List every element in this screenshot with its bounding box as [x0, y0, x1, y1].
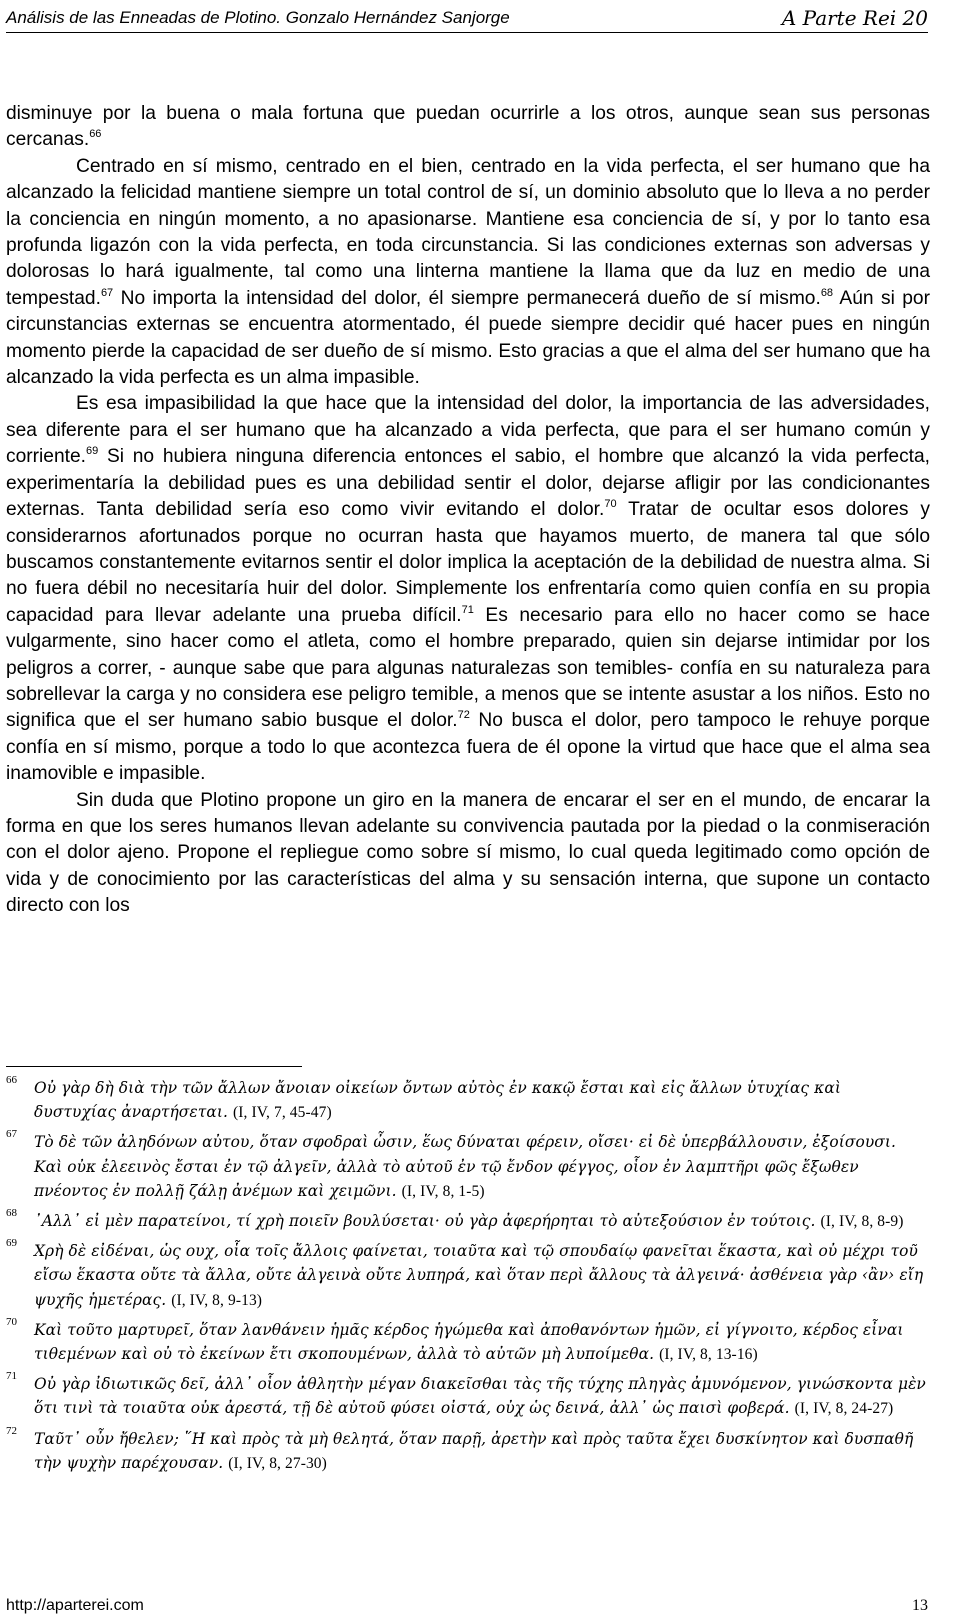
page-header — [6, 4, 928, 33]
footnote-greek-text: Χρὴ δὲ εἰδέναι, ὡς ουχ, οἷα τοῖς ἄλλοις φαίνεται, τοιαῦτα καὶ τῷ σπουδαίῳ φανεῖται ἕκαστα, καὶ οὐ μέχρι τοῦ εἴσω ἕκαστα οὔτε τὰ ἄλλα, οὔτε ἀλγεινὰ οὔτε λυπηρά, καὶ ὅταν περὶ ἄλλους τὰ ἀλγεινά· ἀσθένεια γὰρ ‹ἂν› εἴη ψυχῆς ἡμετέρας. — [34, 1242, 924, 1309]
paragraph-text: No busca el dolor, pero tampoco le rehuye porque confía en sí mismo, porque a todo lo que acontezca fuera de él opone la virtud que hace que el alma sea inamovible e impasible. — [6, 710, 930, 785]
paragraph-1 — [6, 101, 930, 154]
paragraph-3 — [6, 391, 930, 787]
paragraph-text: Si no hubiera ninguna diferencia entonces el sabio, el hombre que alcanzó la vida perfecta, experimentaría la debilidad pues es una debilidad sentir el dolor, dejarse afligir por las condicionantes externas. Tanta debilidad sería eso como vivir evitando el dolor. — [6, 446, 930, 521]
footnote-68 — [6, 1209, 926, 1234]
journal-title: A Parte Rei 20 — [781, 6, 928, 30]
footnote-greek-text: Τὸ δὲ τῶν ἀληδόνων αὐτου, ὅταν σφοδραὶ ὦσιν, ἕως δύναται φέρειν, οἴσει· εἰ δὲ ὑπερβάλλουσιν, ἐξοίσουσι. Καὶ οὐκ ἐλεεινὸς ἔσται ἐν τῷ ἀλγεῖν, ἀλλὰ τὸ αὐτοῦ ἐν τῷ ἔνδον φέγγος, οἷον ἐν λαμπτῆρι φῶς ἔξωθεν πνέοντος ἐν πολλῇ ζάλῃ ἀνέμων καὶ χειμῶνι. — [34, 1133, 897, 1200]
footnote-citation: (I, IV, 8, 13-16) — [659, 1346, 758, 1364]
paragraph-2 — [6, 154, 930, 392]
footnote-greek-text: Καὶ τοῦτο μαρτυρεῖ, ὅταν λανθάνειν ἡμᾶς κέρδος ἡγώμεθα καὶ ἀποθανόντων ἡμῶν, εἰ γίγνοιτο, κέρδος εἶναι τιθεμένων καὶ οὐ τὸ ἐκείνων ἔτι σκοπουμένων, ἀλλὰ τὸ αὐτῶν μὴ λυποίμεθα. — [34, 1320, 904, 1364]
footer-url-link[interactable]: http://aparterei.com — [6, 1597, 144, 1614]
footnote-greek-text: Οὐ γὰρ δὴ διὰ τὴν τῶν ἄλλων ἄνοιαν οἰκείων ὄντων αὐτὸς ἐν κακῷ ἔσται καὶ εἰς ἄλλων ὑτυχίας καὶ δυστυχίας ἀναρτήσεται. — [34, 1079, 841, 1122]
footnote-greek-text: Ταῦτ᾿ οὖν ἤθελεν; ῞Η καὶ πρὸς τὰ μὴ θελητά, ὅταν παρῇ, ἀρετὴν καὶ πρὸς ταῦτα ἔχει δυσκίνητον καὶ δυσπαθῆ τὴν ψυχὴν παρέχουσαν. — [34, 1429, 914, 1472]
footnote-71 — [6, 1372, 926, 1421]
footnote-ref-68[interactable]: 68 — [820, 286, 834, 299]
footnote-ref-67[interactable]: 67 — [100, 286, 114, 299]
footnote-number: 67 — [6, 1128, 17, 1141]
main-text — [6, 101, 930, 920]
paragraph-text: Aún si por circunstancias externas se encuentra atormentado, él puede siempre decidir qué hacer pues en ningún momento pierde la capacidad de ser dueño de sí mismo. Esto gracias a que el alma del ser humano que ha alcanzado la vida perfecta es un alma impasible. — [6, 287, 930, 389]
footnote-ref-72[interactable]: 72 — [457, 709, 470, 722]
footnote-number: 71 — [6, 1370, 17, 1383]
footnote-citation: (I, IV, 8, 1-5) — [401, 1182, 485, 1200]
footnote-number: 70 — [6, 1315, 17, 1328]
footnote-citation: (I, IV, 8, 24-27) — [794, 1400, 894, 1418]
footnote-citation: (I, IV, 8, 8-9) — [820, 1213, 904, 1231]
footnote-number: 69 — [6, 1237, 17, 1250]
page-number: 13 — [912, 1597, 928, 1614]
paragraph-4 — [6, 788, 930, 920]
footnote-67 — [6, 1130, 926, 1204]
footnote-ref-66[interactable]: 66 — [89, 128, 102, 141]
footnote-greek-text: Οὐ γὰρ ἰδιωτικῶς δεῖ, ἀλλ᾿ οἷον ἀθλητὴν μέγαν διακεῖσθαι τὰς τῆς τύχης πληγὰς ἀμυνόμενον, γινώσκοντα μὲν ὅτι τινὶ τὰ τοιαῦτα οὐκ ἀρεστά, τῇ δὲ αὐτοῦ φύσει οἰστά, οὐχ ὡς δεινά, ἀλλ᾿ ὡς παισὶ φοβερά. — [34, 1375, 926, 1418]
footnote-69 — [6, 1239, 926, 1313]
paragraph-text: Sin duda que Plotino propone un giro en la manera de encarar el ser en el mundo, de encarar la forma en que los seres humanos llevan adelante su convivencia pautada por la piedad o la conmiseración con el dolor ajeno. Propone el repliegue como sobre sí mismo, lo cual queda legitimado como opción de vida y de conocimiento por las características del alma y su sensación interna, que supone un contacto directo con los — [6, 789, 930, 917]
footnotes-section — [6, 1076, 926, 1481]
footnote-citation: (I, IV, 8, 27-30) — [228, 1454, 327, 1472]
paragraph-text: No importa la intensidad del dolor, él siempre permanecerá dueño de sí mismo. — [113, 287, 821, 309]
paragraph-text: Es necesario para ello no hacer como se hace vulgarmente, sino hacer como el atleta, como el hombre preparado, quien sin dejarse intimidar por los peligros a correr, - aunque sabe que para algunas naturalezas son temibles- confía en su naturaleza para sobrellevar la carga y no considera ese peligro temible, a menos que se intente asustar a los niños. Esto no significa que el ser humano sabio busque el dolor. — [6, 604, 930, 732]
footnote-number: 66 — [6, 1074, 17, 1086]
footnote-72 — [6, 1424, 926, 1476]
header-title: Análisis de las Enneadas de Plotino. Gonzalo Hernández Sanjorge — [6, 8, 510, 27]
paragraph-text: Tratar de ocultar esos dolores y considerarnos afortunados porque no ocurran hasta que hayamos muerto, de manera tal que sólo buscamos constantemente evitarnos sentir el dolor implica la aceptación de la debilidad de nuestra alma. Si no fuera débil no necesitaría huir del dolor. Simplemente los enfrentaría como quien confía en su propia capacidad para llevar adelante una prueba difícil. — [6, 499, 930, 626]
footnote-70 — [6, 1315, 926, 1367]
footnote-number: 68 — [6, 1207, 17, 1220]
paragraph-text: disminuye por la buena o mala fortuna que puedan ocurrirle a los otros, aunque sean sus personas cercanas. — [6, 103, 930, 151]
footnote-divider — [6, 1066, 302, 1067]
footnote-ref-69[interactable]: 69 — [85, 445, 99, 458]
footnote-ref-70[interactable]: 70 — [604, 498, 617, 511]
footnote-ref-71[interactable]: 71 — [461, 603, 474, 616]
footnote-66 — [6, 1076, 926, 1125]
footnote-greek-text: ᾿Αλλ᾿ εἰ μὲν παρατείνοι, τί χρὴ ποιεῖν βουλύσεται· οὐ γὰρ ἀφερήρηται τὸ αὐτεξούσιον ἐν τούτοις. — [34, 1212, 816, 1231]
footnote-number: 72 — [6, 1424, 17, 1437]
paragraph-text: Es esa impasibilidad la que hace que la intensidad del dolor, la importancia de las adversidades, sea diferente para el ser humano que ha alcanzado a vida perfecta, que para el ser humano común y corriente. — [6, 393, 930, 468]
footnote-citation: (I, IV, 7, 45-47) — [233, 1104, 332, 1122]
footnote-citation: (I, IV, 8, 9-13) — [171, 1291, 263, 1309]
paragraph-text: Centrado en sí mismo, centrado en el bien, centrado en la vida perfecta, el ser humano que ha alcanzado la felicidad mantiene siempre un total control de sí, un dominio absoluto que lo lleva a no perder la conciencia en ningún momento, a no apasionarse. Mantiene esa conciencia de sí, y por lo tanto esa profunda ligazón con la vida perfecta, en toda circunstancia. Si las condiciones externas son adversas y dolorosas lo hará igualmente, tal como una linterna mantiene la llama que da luz en medio de una tempestad. — [6, 155, 930, 309]
